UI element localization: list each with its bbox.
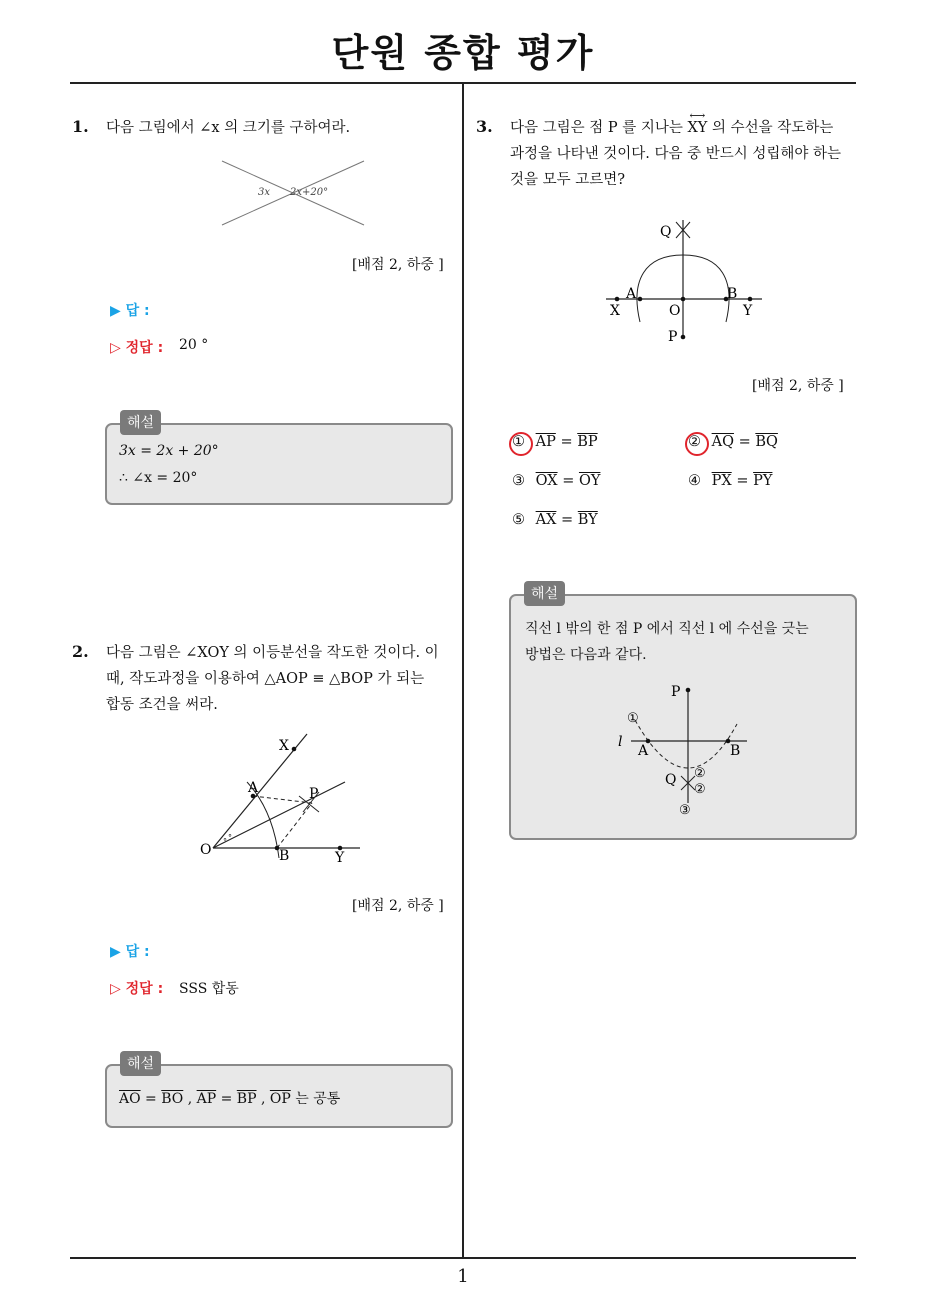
q3-choice-5[interactable]: ⑤ $\overline{AX} = \overline{BY}$ — [512, 512, 598, 528]
q3-fig-A: A — [626, 286, 637, 302]
q3-expl-fig-c1: ① — [627, 711, 639, 726]
q3-expl-line1: 직선 l 밖의 한 점 P 에서 직선 l 에 수선을 긋는 — [525, 621, 809, 637]
q3-score: [배점 2, 하중 ] — [752, 378, 844, 394]
q3-expl-fig-c2a: ② — [694, 766, 706, 781]
q3-fig-X: X — [610, 303, 620, 319]
q3-expl-fig-c2b: ② — [694, 782, 706, 797]
q3-choice-4[interactable]: ④ $\overline{PX} = \overline{PY}$ — [688, 473, 773, 489]
svg-text:°: ° — [228, 833, 232, 842]
q1-answer-label: ▶ 답 : — [110, 303, 150, 319]
q2-fig-A: A — [248, 780, 259, 796]
q2-fig-X: X — [279, 738, 289, 754]
page-title: 단원 종합 평가 — [331, 31, 595, 75]
q3-expl-fig-l: l — [618, 734, 623, 750]
q2-text-line2: 때, 작도과정을 이용하여 △AOP ≡ △BOP 가 되는 — [106, 671, 425, 687]
q3-fig-P: P — [668, 329, 678, 345]
q2-expl-tag: 해설 — [120, 1051, 161, 1076]
q3-fig-B: B — [727, 286, 738, 302]
q2-correct-label: ▷ 정답 : — [110, 981, 164, 997]
q1-correct-value: 20 ° — [179, 337, 209, 353]
q2-answer-label: ▶ 답 : — [110, 944, 150, 960]
q1-expl-line2: ∴ ∠x = 20° — [119, 470, 198, 486]
q3-expl-fig-Q: Q — [665, 772, 677, 788]
q3-expl-figure — [615, 678, 765, 818]
q3-number: 3. — [476, 117, 493, 136]
q3-line-xy: XY — [687, 120, 708, 136]
q3-expl-fig-A: A — [638, 743, 649, 759]
q1-explanation-box — [105, 423, 453, 505]
q3-expl-line2: 방법은 다음과 같다. — [525, 647, 647, 663]
q3-expl-fig-P: P — [671, 684, 681, 700]
q3-figure — [600, 210, 770, 350]
page-number: 1 — [457, 1266, 469, 1287]
svg-text:°: ° — [223, 837, 227, 846]
q2-expl-line: $\overline{AO} = \overline{BO}$ , $\overline{AP} = \overline{BP}$ , $\overline{OP}$ 는 공통 — [119, 1091, 341, 1107]
selected-mark-2 — [685, 432, 709, 456]
q2-fig-Y: Y — [335, 850, 345, 866]
q1-fig-left-label: 3x — [258, 187, 271, 198]
q3-fig-O: O — [669, 303, 681, 319]
q3-fig-Q: Q — [660, 224, 672, 240]
q3-choice-3[interactable]: ③ $\overline{OX} = \overline{OY}$ — [512, 473, 601, 489]
q3-expl-fig-c3: ③ — [679, 803, 691, 818]
q3-choice-1[interactable]: ① $\overline{AP} = \overline{BP}$ — [512, 434, 598, 450]
selected-mark-1 — [509, 432, 533, 456]
q2-fig-O: O — [200, 842, 212, 858]
q2-text-line3: 합동 조건을 써라. — [106, 697, 218, 713]
column-divider — [462, 84, 464, 1258]
q3-text-line1: 다음 그림은 점 P 를 지나는 ⟷ XY 의 수선을 작도하는 — [510, 109, 834, 136]
q3-text-line3: 것을 모두 고르면? — [510, 172, 626, 188]
q2-figure — [195, 730, 370, 870]
q2-number: 2. — [72, 642, 89, 661]
q2-score: [배점 2, 하중 ] — [352, 898, 444, 914]
q2-fig-P: P — [309, 786, 319, 802]
q1-expl-tag: 해설 — [120, 410, 161, 435]
q2-fig-B: B — [279, 848, 290, 864]
q2-text-line1: 다음 그림은 ∠XOY 의 이등분선을 작도한 것이다. 이 — [106, 645, 439, 661]
q3-choice-2[interactable]: ② $\overline{AQ} = \overline{BQ}$ — [688, 434, 778, 450]
q3-fig-Y: Y — [743, 303, 753, 319]
q1-expl-line1: 3x = 2x + 20° — [119, 443, 219, 459]
q3-text-line2: 과정을 나타낸 것이다. 다음 중 반드시 성립해야 하는 — [510, 146, 842, 162]
q1-fig-right-label: 2x+20° — [290, 187, 329, 198]
q1-score: [배점 2, 하중 ] — [352, 257, 444, 273]
bottom-divider — [70, 1257, 856, 1259]
q1-correct-label: ▷ 정답 : — [110, 340, 164, 356]
q1-text: 다음 그림에서 ∠x 의 크기를 구하여라. — [106, 120, 351, 136]
q2-correct-value: SSS 합동 — [179, 981, 239, 997]
q1-number: 1. — [72, 117, 89, 136]
q1-figure — [218, 155, 368, 231]
q3-expl-fig-B: B — [730, 743, 741, 759]
q3-expl-tag: 해설 — [524, 581, 565, 606]
